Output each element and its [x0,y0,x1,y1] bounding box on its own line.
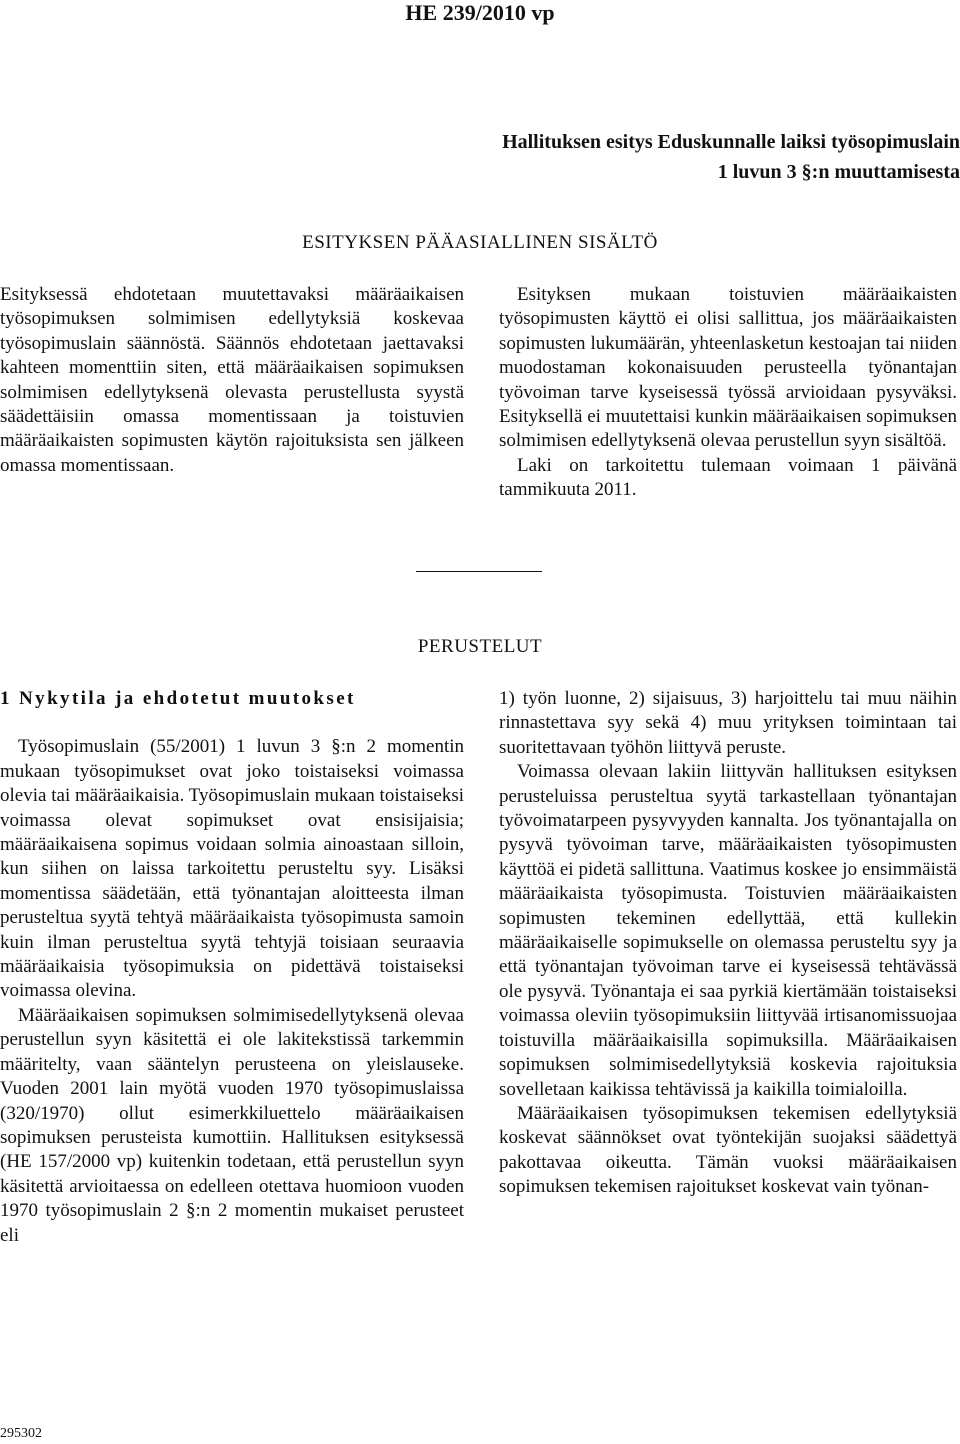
perustelut-heading: PERUSTELUT [417,636,543,657]
title-line-1: Hallituksen esitys Eduskunnalle laiksi työsopimuslain [502,131,960,153]
body-paragraph: Työsopimuslain (55/2001) 1 luvun 3 §:n 2 momentin mukaan työsopimukset ovat joko toistaiseksi voimassa olevia tai määräaikaisia. Työsopimuslain mukaan toistaiseksi voimassa olevat sopimukset ovat ensisijaisia; määräaikaisena sopimus voidaan solmia ainoastaan silloin, kun siihen on laissa tarkoitettu perusteltu syy. Lisäksi momentissa säädetään, että työnantajan aloitteesta ilman perusteltua syytä tehtyä määräaikaista työsopimusta samoin kuin ilman perusteltua syytä tehtyjä toisiaan seuraavia määräaikaisia työsopimuksia on pidettävä toistaiseksi voimassa olevina. [0,736,464,1002]
summary-paragraph: Esityksen mukaan toistuvien määräaikaisten työsopimusten käyttö ei olisi sallittua, jos määräaikaisten sopimusten lukumäärän, yhteenlasketun kestoajan tai niiden muodostaman kokonaisuuden perusteella työnantajan työvoiman tarve kyseisessä työssä arvioidaan pysyväksi. Esityksellä ei muutettaisi kunkin määräaikaisen sopimuksen solmimisen edellytyksenä olevaa perustellun syyn sisältöä. [499,284,957,452]
body-right-column [499,687,957,1200]
body-paragraph: Määräaikaisen työsopimuksen tekemisen edellytyksiä koskevat säännökset ovat työntekijän suojaksi säädettyä pakottavaa oikeutta. Tämän vuoksi määräaikaisen sopimuksen tekemisen rajoitukset koskevat vain työnan- [499,1102,957,1198]
document-title [300,127,960,187]
summary-heading: ESITYKSEN PÄÄASIALLINEN SISÄLTÖ [302,232,658,253]
summary-right-column [499,283,957,503]
title-line-2: 1 luvun 3 §:n muuttamisesta [717,161,960,183]
page-code: 295302 [0,1426,42,1441]
body-paragraph: Määräaikaisen sopimuksen solmimisedellytyksenä olevaa perustellun syyn käsitettä ei ole lakitekstissä tarkemmin määritelty, vaan sääntelyn perusteena on yleislauseke. Vuoden 2001 lain myötä vuoden 1970 työsopimuslaissa (320/1970) ollut esimerkkiluettelo määräaikaisen sopimuksen perusteista kumottiin. Hallituksen esityksessä (HE 157/2000 vp) kuitenkin todetaan, että perustellun syyn käsitettä arvioitaessa on edelleen otettava huomioon vuoden 1970 työsopimuslain 2 §:n 2 momentin mukaiset perusteet eli [0,1004,464,1246]
document-id: HE 239/2010 vp [405,0,555,25]
body-paragraph: Voimassa olevaan lakiin liittyvän hallituksen esityksen perusteluissa perusteltua syytä tarkastellaan työnantajan työvoimatarpeen pysyvyyden kannalta. Jos työnantajalla on pysyvä työvoiman tarve, määräaikaisten työsopimusten käyttöä ei pidetä sallittuna. Vaatimus koskee jo ensimmäistä määräaikaista työsopimusta. Toistuvien määräaikaisten sopimusten tekeminen edellyttää, että kullekin määräaikaiselle sopimukselle on olemassa perusteltu syy ja että työnantajan työvoiman tarve ei kyseisessä tehtävässä ole pysyvä. Työnantaja ei saa pyrkiä kiertämään toistaiseksi voimassa oleviin työsopimuksiin liittyvää irtisanomissuojaa toistuvilla määräaikaisilla sopimuksilla. Määräaikaisen sopimuksen solmimisedellytyksiä koskevia rajoituksia sovelletaan kaikissa tehtävissä ja kaikilla toimialoilla. [499,761,957,1100]
body-paragraph: 1) työn luonne, 2) sijaisuus, 3) harjoittelu tai muu näihin rinnastettava syy sekä 4) muu yrityksen toimintaan tai suoritettavaan työhön liittyvä peruste. [499,688,957,758]
summary-paragraph: Esityksessä ehdotetaan muutettavaksi määräaikaisen työsopimuksen solmimisen edellytyksiä koskevaa työsopimuslain säännöstä. Säännös ehdotetaan jaettavaksi kahteen momenttiin siten, että määräaikaisen sopimuksen solmimisen edellytyksenä olevasta perustellusta syystä säädettäisiin omassa momentissaan ja toistuvien määräaikaisten sopimusten käytön rajoituksista sen jälkeen omassa momentissaan. [0,284,464,476]
summary-paragraph: Laki on tarkoitettu tulemaan voimaan 1 päivänä tammikuuta 2011. [499,454,957,501]
section-divider [416,571,542,572]
summary-left-column [0,283,464,478]
section-heading: 1 Nykytila ja ehdotetut muutokset [0,688,356,709]
body-left-column [0,687,464,1248]
